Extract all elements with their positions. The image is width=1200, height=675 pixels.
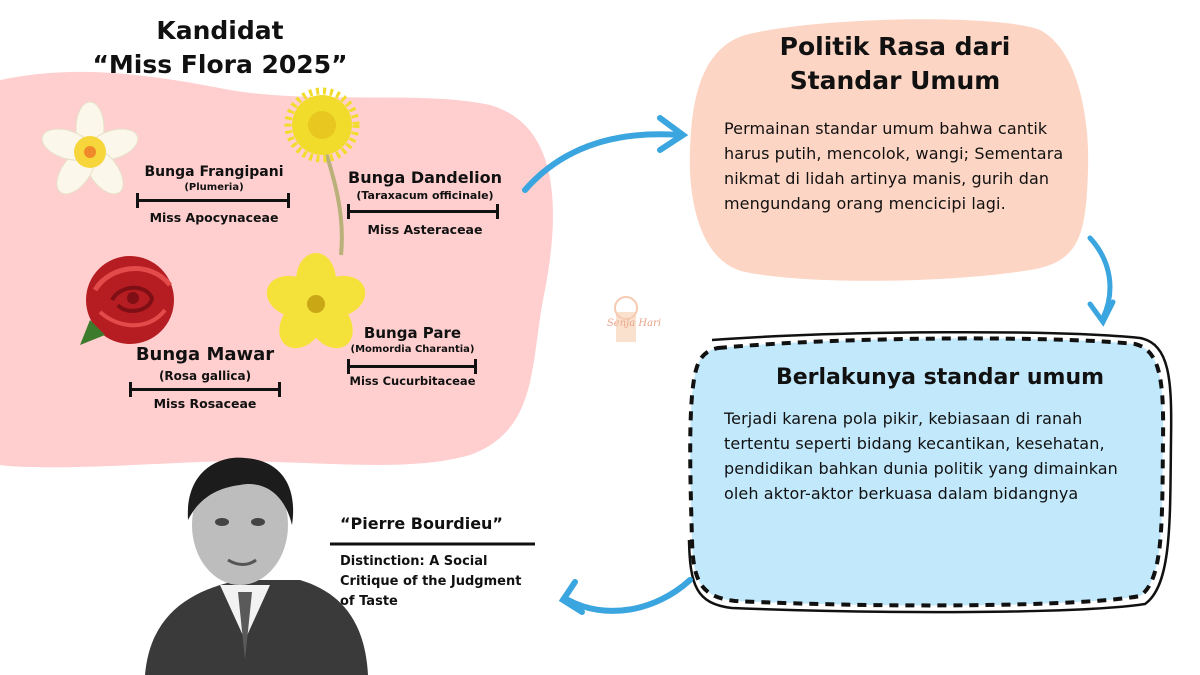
flower-card-dandelion (330, 168, 520, 202)
politik-title-line1: Politik Rasa dari (779, 32, 1011, 61)
flower-card-mawar (120, 344, 290, 383)
flower-name: Bunga Mawar (135, 344, 275, 365)
politik-title-line2: Standar Umum (789, 66, 1001, 95)
flower-divider (136, 199, 290, 202)
arrow-to-bourdieu (563, 580, 690, 612)
flower-name: Bunga Dandelion (348, 168, 502, 187)
flower-family: Miss Cucurbitaceae (349, 374, 476, 388)
flower-scientific: (Rosa gallica) (158, 369, 252, 383)
flower-family: Miss Rosaceae (153, 396, 257, 411)
page-title-line2: “Miss Flora 2025” (92, 50, 348, 79)
politik-box-text: Permainan standar umum bahwa cantik harus putih, mencolok, wangi; Sementara nikmat di lidah artinya manis, gurih dan mengundang orang mencicipi lagi. (724, 119, 1064, 213)
flower-card-pare (340, 324, 485, 355)
page-title-line1: Kandidat (156, 16, 284, 45)
flower-name: Bunga Frangipani (144, 164, 284, 180)
flower-name: Bunga Pare (363, 324, 462, 342)
watermark-text: Senja Hari (606, 318, 662, 329)
flower-family: Miss Apocynaceae (149, 210, 279, 225)
bourdieu-portrait (145, 458, 368, 675)
bourdieu-name: “Pierre Bourdieu” (340, 514, 503, 533)
flower-scientific: (Plumeria) (184, 182, 244, 193)
flower-scientific: (Taraxacum officinale) (356, 189, 494, 202)
politik-box-title (760, 30, 1030, 98)
flower-scientific: (Momordia Charantia) (350, 344, 475, 355)
berlaku-box-text: Terjadi karena pola pikir, kebiasaan di ranah tertentu seperti bidang kecantikan, kesehatan, pendidikan bahkan dunia politik yang dimainkan oleh aktor-aktor berkuasa dalam bidangnya (724, 409, 1118, 503)
flower-divider (347, 365, 477, 368)
page-title (90, 14, 350, 82)
flower-family: Miss Asteraceae (367, 222, 483, 237)
berlaku-box-title: Berlakunya standar umum (775, 365, 1105, 390)
flower-card-frangipani (134, 164, 294, 193)
flower-divider (129, 388, 281, 391)
bourdieu-book: Distinction: A Social Critique of the Judgment of Taste (340, 554, 522, 609)
flower-divider (347, 210, 499, 213)
arrow-to-berlaku (1090, 238, 1113, 322)
